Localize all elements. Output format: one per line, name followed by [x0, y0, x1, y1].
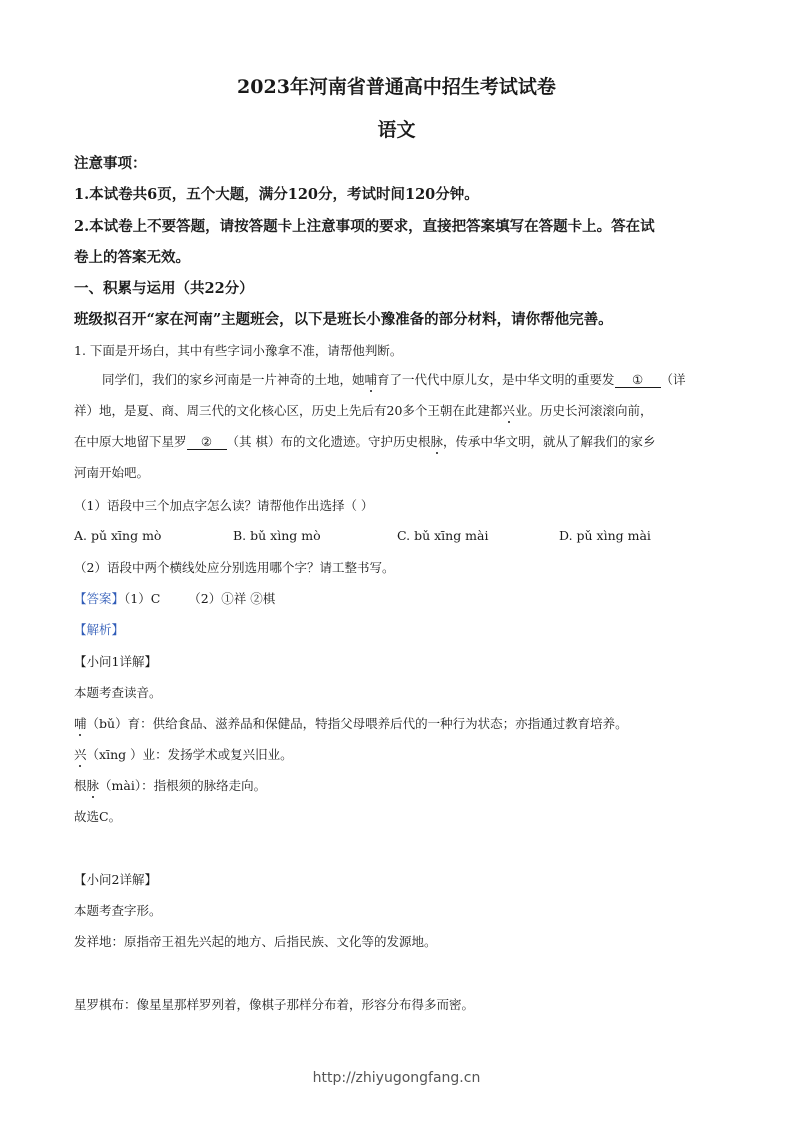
passage-text: 祥）地，是夏、商、周三代的文化核心区，历史上先后有20多个王朝在此建都 — [74, 403, 503, 418]
blank-1: ① — [615, 372, 661, 388]
option-b: B. bǔ xìng mò — [233, 528, 321, 543]
passage-line-1 — [102, 370, 686, 388]
passage-text: 育了一代代中原儿女，是中华文明的重要发 — [377, 372, 615, 387]
passage-text: 业。历史长河滚滚向前， — [514, 403, 653, 418]
analysis-text: （xīng ）业：发扬学术或复兴旧业。 — [86, 747, 293, 762]
sub1-line-1: 本题考查读音。 — [74, 685, 162, 700]
notice-item-1: 1.本试卷共6页，五个大题，满分120分，考试时间120分钟。 — [74, 186, 479, 203]
blank-2: ② — [187, 434, 227, 450]
section-intro: 班级拟召开“家在河南”主题班会，以下是班长小豫准备的部分材料，请你帮他完善。 — [74, 311, 613, 328]
passage-text: ，传承中华文明，就从了解我们的家乡 — [443, 434, 656, 449]
sub1-line-4 — [74, 776, 266, 794]
sub1-line-3 — [74, 745, 293, 763]
dotted-char: 哺 — [364, 372, 378, 387]
sub2-line-3: 星罗棋布：像星星那样罗列着，像棋子那样分布着，形容分布得多而密。 — [74, 997, 475, 1012]
answer-label: 【答案】 — [74, 591, 125, 606]
section-heading: 一、积累与运用（共22分） — [74, 280, 254, 297]
passage-line-2 — [74, 401, 652, 419]
notice-item-2a: 2.本试卷上不要答题，请按答题卡上注意事项的要求，直接把答案填写在答题卡上。答在试 — [74, 218, 655, 235]
dotted-char: 兴 — [74, 747, 87, 762]
notice-heading: 注意事项： — [74, 155, 147, 172]
sub1-line-2 — [74, 714, 628, 732]
sub2-line-2: 发祥地：原指帝王祖先兴起的地方、后指民族、文化等的发源地。 — [74, 934, 437, 949]
answer-line — [74, 589, 275, 607]
dotted-char: 兴 — [502, 403, 515, 418]
sub2-line-1: 本题考查字形。 — [74, 903, 162, 918]
exam-title: 2023年河南省普通高中招生考试试卷 — [237, 76, 556, 98]
dotted-char: 脉 — [86, 778, 100, 793]
answer-text-2: （2）①祥 ②棋 — [188, 591, 276, 606]
passage-text: （其 棋）布的文化遗迹。守护历史根 — [226, 434, 431, 449]
passage-line-4: 河南开始吧。 — [74, 465, 150, 480]
analysis-text: 根 — [74, 778, 87, 793]
dotted-char: 哺 — [74, 716, 87, 731]
passage-text: 在中原大地留下星罗 — [74, 434, 187, 449]
option-c: C. bǔ xīng mài — [397, 528, 489, 543]
subject-title: 语文 — [377, 119, 416, 141]
passage-text: 同学们，我们的家乡河南是一片神奇的土地，她 — [102, 372, 365, 387]
sub-question-1: （1）语段中三个加点字怎么读？请帮他作出选择（ ） — [74, 498, 374, 513]
sub-question-2: （2）语段中两个横线处应分别选用哪个字？请工整书写。 — [74, 560, 395, 575]
sub1-heading: 【小问1详解】 — [74, 654, 157, 669]
answer-text-1: （1）C — [124, 591, 161, 606]
sub2-heading: 【小问2详解】 — [74, 872, 157, 887]
passage-text: （详 — [660, 372, 686, 387]
dotted-char: 脉 — [430, 434, 444, 449]
notice-item-2b: 卷上的答案无效。 — [74, 249, 190, 266]
sub1-line-5: 故选C。 — [74, 809, 122, 824]
option-d: D. pǔ xìng mài — [559, 528, 651, 543]
analysis-text: （mài）：指根须的脉络走向。 — [99, 778, 267, 793]
analysis-text: （bǔ）育：供给食品、滋养品和保健品，特指父母喂养后代的一种行为状态；亦指通过教育培养。 — [86, 716, 628, 731]
option-a: A. pǔ xīng mò — [74, 528, 162, 543]
analysis-label: 【解析】 — [74, 622, 125, 637]
question-stem: 1. 下面是开场白，其中有些字词小豫拿不准，请帮他判断。 — [74, 343, 403, 358]
footer-url[interactable]: http://zhiyugongfang.cn — [312, 1070, 481, 1086]
passage-line-3 — [74, 432, 656, 450]
